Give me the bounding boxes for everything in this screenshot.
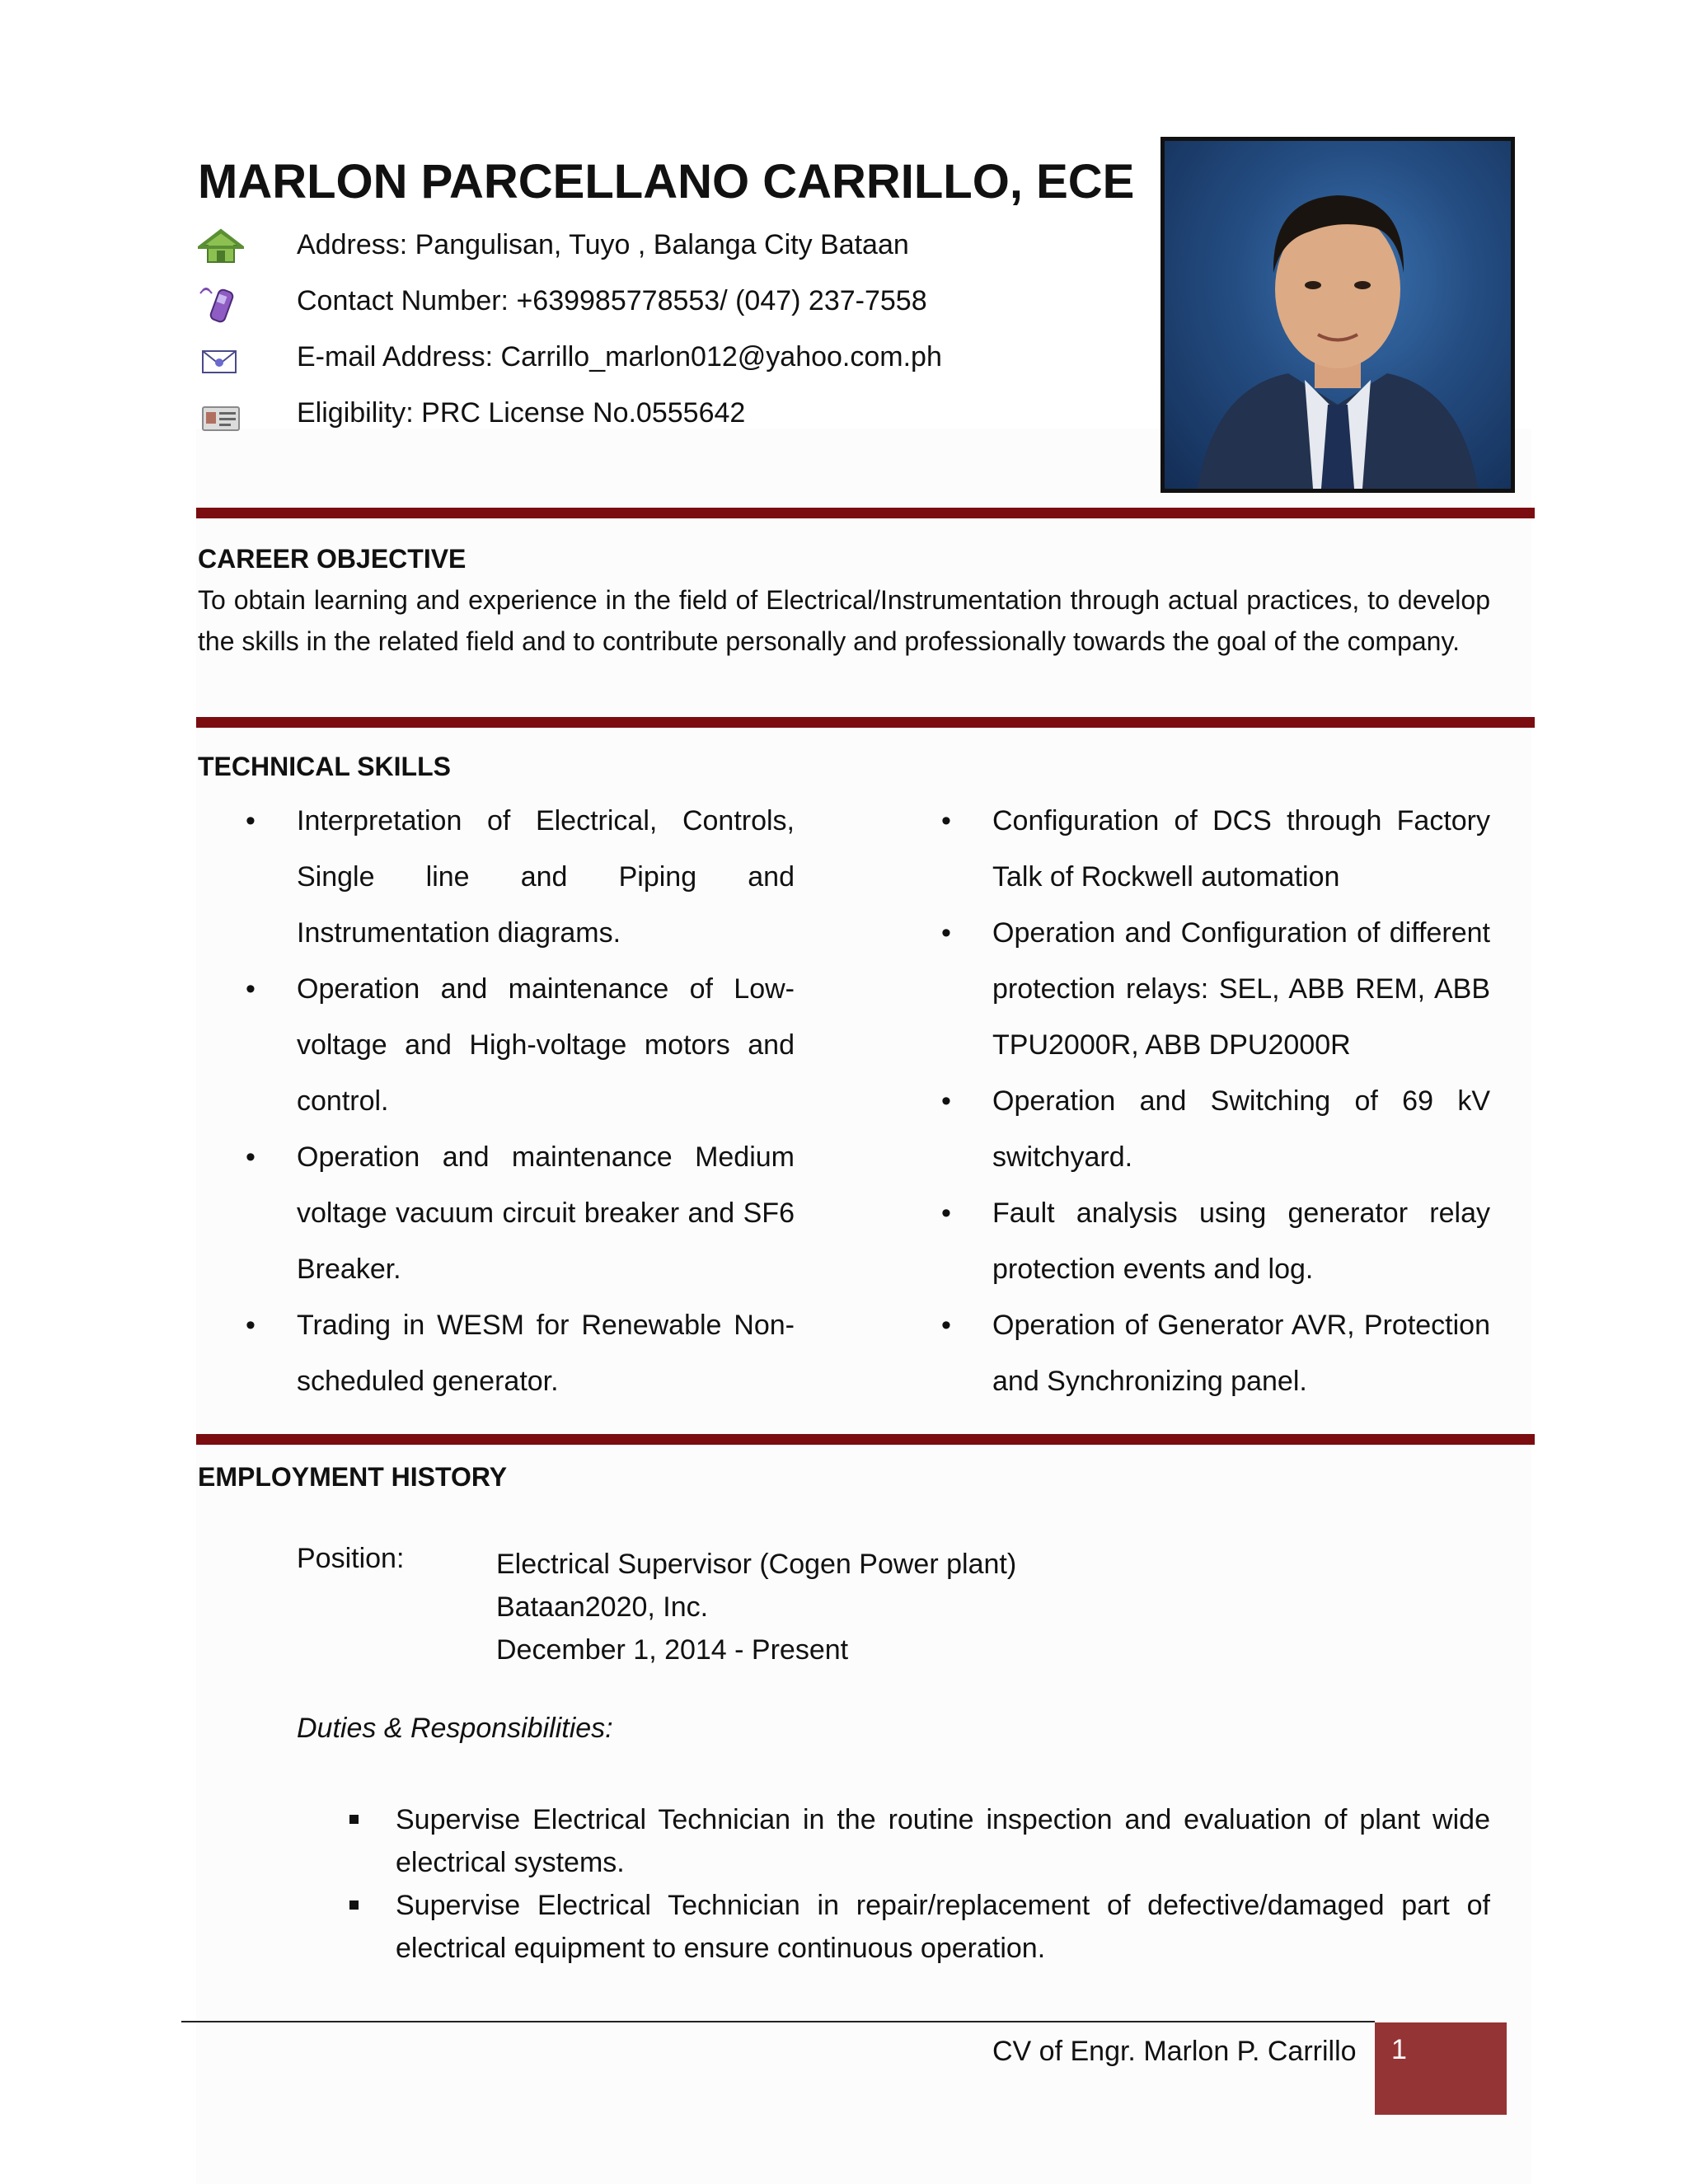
skill-item: • Operation and Switching of 69 kV switchyard.: [992, 1073, 1490, 1185]
position-label: Position:: [297, 1543, 405, 1574]
page-number-box: [1375, 2022, 1507, 2115]
section-divider: [196, 1434, 1535, 1445]
skill-item: • Operation and maintenance Medium voltage vacuum circuit breaker and SF6 Breaker.: [297, 1129, 795, 1297]
duty-item: Supervise Electrical Technician in repair/replacement of defective/damaged part of electrical equipment to ensure continuous operation.: [396, 1884, 1490, 1970]
skill-item: • Operation and Configuration of different protection relays: SEL, ABB REM, ABB TPU2000R, ABB DPU2000R: [992, 905, 1490, 1073]
email-text: E-mail Address: Carrillo_marlon012@yahoo.com.ph: [297, 341, 942, 373]
career-objective-text: To obtain learning and experience in the field of Electrical/Instrumentation through actual practices, to develop the skills in the related field and to contribute personally and professionally towards the goal of the company.: [198, 585, 1490, 656]
skills-list-right: [992, 793, 1490, 1409]
page-number: 1: [1391, 2034, 1407, 2065]
phone-icon: [198, 284, 244, 323]
employment-dates: December 1, 2014 - Present: [496, 1634, 849, 1666]
footer-divider: [181, 2021, 1375, 2022]
technical-skills-heading: TECHNICAL SKILLS: [198, 752, 451, 781]
section-divider: [196, 717, 1535, 728]
email-row: [198, 333, 1146, 382]
footer-text: CV of Engr. Marlon P. Carrillo: [992, 2036, 1357, 2067]
career-objective-heading: CAREER OBJECTIVE: [198, 544, 467, 574]
duty-item: Supervise Electrical Technician in the routine inspection and evaluation of plant wide electrical systems.: [396, 1798, 1490, 1884]
eligibility-row: [198, 389, 1146, 438]
employment-details: [496, 1543, 1016, 1671]
skill-item: • Operation and maintenance of Low-voltage and High-voltage motors and control.: [297, 961, 795, 1129]
house-icon: [198, 227, 244, 267]
id-card-icon: [198, 396, 244, 435]
contact-number-text: Contact Number: +639985778553/ (047) 237-7558: [297, 285, 927, 316]
duties-list: [396, 1798, 1490, 1970]
company-name: Bataan2020, Inc.: [496, 1591, 709, 1623]
section-divider: [196, 508, 1535, 518]
contact-number-row: [198, 277, 1146, 326]
skill-item: • Interpretation of Electrical, Controls, Single line and Piping and Instrumentation diagrams.: [297, 793, 795, 961]
position-title: Electrical Supervisor (Cogen Power plant): [496, 1549, 1017, 1580]
skill-item: • Fault analysis using generator relay protection events and log.: [992, 1185, 1490, 1297]
address-text: Address: Pangulisan, Tuyo , Balanga City Bataan: [297, 229, 909, 260]
candidate-name: MARLON PARCELLANO CARRILLO, ECE: [198, 155, 1135, 209]
profile-photo: [1160, 137, 1515, 493]
skill-item: • Trading in WESM for Renewable Non-scheduled generator.: [297, 1297, 795, 1409]
employment-history-heading: EMPLOYMENT HISTORY: [198, 1462, 508, 1492]
eligibility-text: Eligibility: PRC License No.0555642: [297, 397, 746, 429]
skill-item: • Operation of Generator AVR, Protection and Synchronizing panel.: [992, 1297, 1490, 1409]
address-row: [198, 221, 1146, 270]
duties-heading: Duties & Responsibilities:: [297, 1713, 613, 1744]
skill-item: • Configuration of DCS through Factory Talk of Rockwell automation: [992, 793, 1490, 905]
skills-list-left: [297, 793, 795, 1409]
envelope-icon: [198, 340, 244, 379]
